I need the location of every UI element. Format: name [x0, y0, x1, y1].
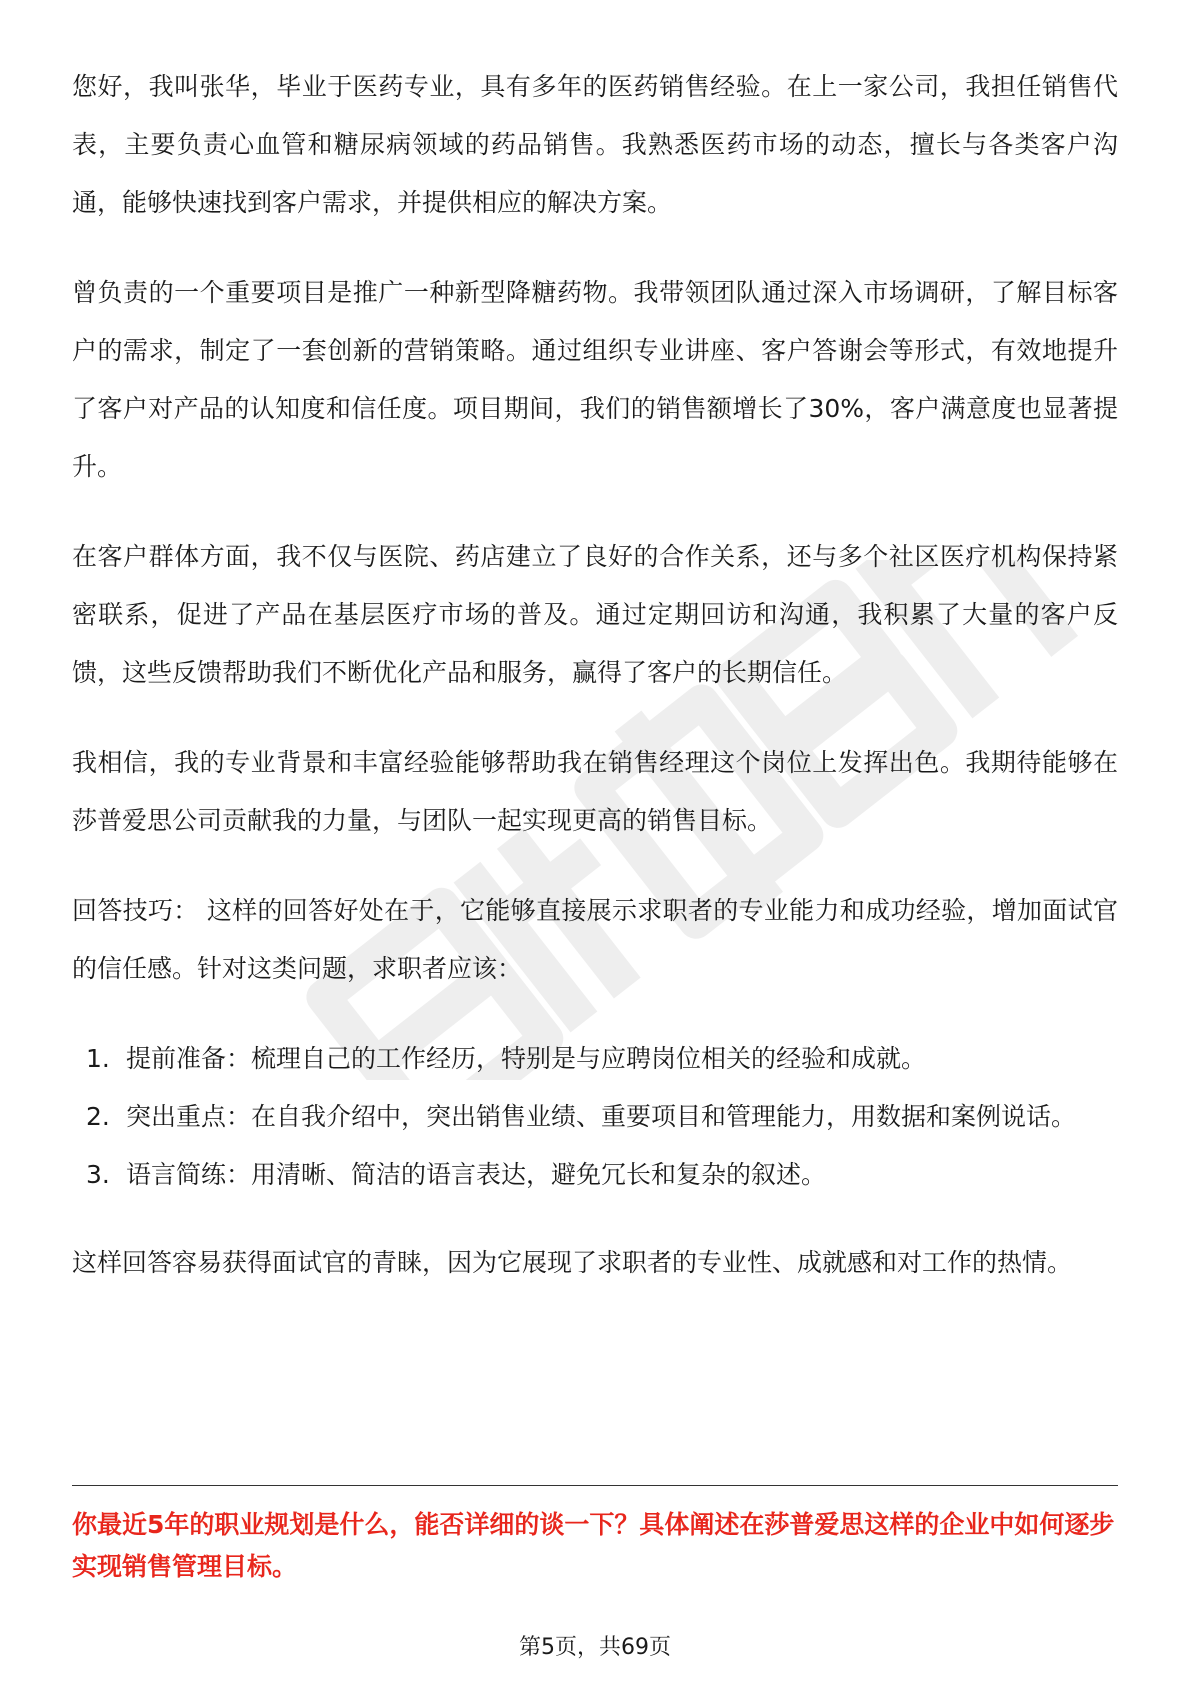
tip-item-1	[72, 1030, 1118, 1088]
section-divider	[72, 1485, 1118, 1486]
tips-list	[72, 1030, 1118, 1204]
answer-paragraph-1: 您好，我叫张华，毕业于医药专业，具有多年的医药销售经验。在上一家公司，我担任销售代表，主要负责心血管和糖尿病领域的药品销售。我熟悉医药市场的动态，擅长与各类客户沟通，能够快速找到客户需求，并提供相应的解决方案。	[72, 72, 1118, 217]
tip-item-3	[72, 1146, 1118, 1204]
page-footer: 第5页，共69页	[519, 1635, 671, 1660]
tip-text: 语言简练：用清晰、简洁的语言表达，避免冗长和复杂的叙述。	[126, 1160, 827, 1189]
tip-text: 提前准备：梳理自己的工作经历，特别是与应聘岗位相关的经验和成就。	[126, 1044, 927, 1073]
tip-number: 3.	[86, 1160, 110, 1189]
answer-paragraph-3: 在客户群体方面，我不仅与医院、药店建立了良好的合作关系，还与多个社区医疗机构保持紧密联系，促进了产品在基层医疗市场的普及。通过定期回访和沟通，我积累了大量的客户反馈，这些反馈帮助我们不断优化产品和服务，赢得了客户的长期信任。	[72, 542, 1118, 687]
document-body	[72, 58, 1118, 1324]
answer-paragraph-4: 我相信，我的专业背景和丰富经验能够帮助我在销售经理这个岗位上发挥出色。我期待能够在莎普爱思公司贡献我的力量，与团队一起实现更高的销售目标。	[72, 748, 1118, 835]
next-question-heading: 你最近5年的职业规划是什么，能否详细的谈一下？具体阐述在莎普爱思这样的企业中如何逐步实现销售管理目标。	[72, 1510, 1115, 1581]
tip-item-2	[72, 1088, 1118, 1146]
tip-number: 1.	[86, 1044, 110, 1073]
conclusion-paragraph: 这样回答容易获得面试官的青睐，因为它展现了求职者的专业性、成就感和对工作的热情。	[72, 1248, 1073, 1277]
tip-number: 2.	[86, 1102, 110, 1131]
tips-intro: 回答技巧： 这样的回答好处在于，它能够直接展示求职者的专业能力和成功经验，增加面试官的信任感。针对这类问题，求职者应该：	[72, 896, 1118, 983]
tip-text: 突出重点：在自我介绍中，突出销售业绩、重要项目和管理能力，用数据和案例说话。	[126, 1102, 1077, 1131]
answer-paragraph-2: 曾负责的一个重要项目是推广一种新型降糖药物。我带领团队通过深入市场调研，了解目标客户的需求，制定了一套创新的营销策略。通过组织专业讲座、客户答谢会等形式，有效地提升了客户对产品的认知度和信任度。项目期间，我们的销售额增长了30%，客户满意度也显著提升。	[72, 278, 1118, 481]
